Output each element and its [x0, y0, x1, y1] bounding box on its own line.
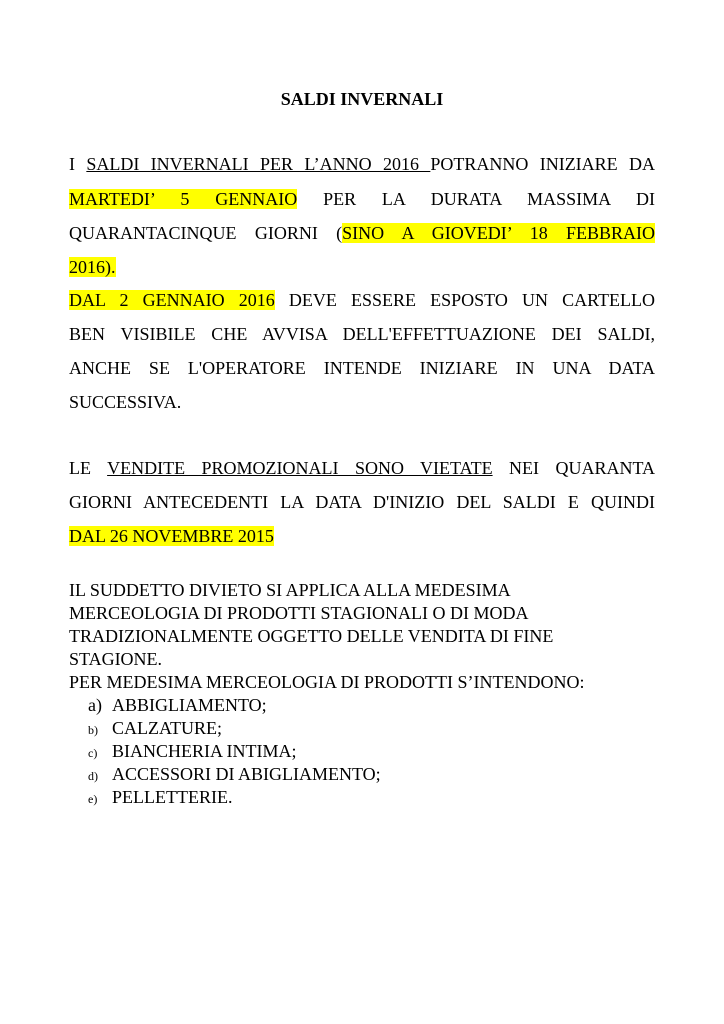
- highlight-start-date: MARTEDI’ 5 GENNAIO: [69, 189, 298, 209]
- p3-line-5: PER MEDESIMA MERCEOLOGIA DI PRODOTTI S’INTENDONO:: [69, 672, 585, 692]
- highlight-end-date: SINO A GIOVEDI’ 18 FEBBRAIO: [342, 223, 656, 243]
- list-item-text: PELLETTERIE.: [112, 787, 233, 807]
- list-marker: b): [88, 723, 98, 737]
- p3-line-3: TRADIZIONALMENTE OGGETTO DELLE VENDITA DI FINE: [69, 626, 554, 646]
- list-item-text: ACCESSORI DI ABIGLIAMENTO;: [112, 764, 381, 784]
- p1-l2b: PER LA DURATA MASSIMA DI: [297, 189, 656, 209]
- list-item-text: ABBIGLIAMENTO;: [112, 695, 267, 715]
- list-item-text: CALZATURE;: [112, 718, 222, 738]
- list-marker: a): [88, 695, 102, 715]
- list-item-text: BIANCHERIA INTIMA;: [112, 741, 297, 761]
- p1-line-7: ANCHE SE L'OPERATORE INTENDE INIZIARE IN UNA DATA: [69, 358, 655, 378]
- underlined-sale-period: SALDI INVERNALI PER L’ANNO 2016: [86, 154, 431, 174]
- p1-line-5: [69, 288, 655, 312]
- p1-l1c: POTRANNO INIZIARE DA: [430, 154, 656, 174]
- highlight-poster-date: DAL 2 GENNAIO 2016: [69, 290, 275, 310]
- list-marker: d): [88, 769, 98, 783]
- list-marker: e): [88, 792, 98, 806]
- highlight-end-year: 2016).: [69, 257, 116, 277]
- highlight-prohibition-date: DAL 26 NOVEMBRE 2015: [69, 526, 274, 546]
- list-marker: c): [88, 746, 98, 760]
- p1-line-6: BEN VISIBILE CHE AVVISA DELL'EFFETTUAZIONE DEI SALDI,: [69, 324, 655, 344]
- document-title: SALDI INVERNALI: [280, 89, 444, 109]
- p1-l1a: I: [69, 154, 87, 174]
- p1-l5b: DEVE ESSERE ESPOSTO UN CARTELLO: [274, 290, 655, 310]
- p1-line-2: [69, 187, 655, 211]
- list-item: [88, 785, 232, 811]
- p1-line-1: [69, 152, 655, 176]
- p1-line-4: [69, 255, 669, 279]
- p3-line-4: STAGIONE.: [69, 649, 163, 669]
- p1-line-8: SUCCESSIVA.: [69, 392, 182, 412]
- p2-line-1: [69, 456, 655, 480]
- p3-line-2: MERCEOLOGIA DI PRODOTTI STAGIONALI O DI MODA: [69, 603, 529, 623]
- p2-line-3: [69, 524, 669, 548]
- p3-line-1: IL SUDDETTO DIVIETO SI APPLICA ALLA MEDESIMA: [69, 580, 511, 600]
- underlined-prohibition: VENDITE PROMOZIONALI SONO VIETATE: [107, 458, 493, 478]
- p2-l1a: LE: [69, 458, 108, 478]
- p1-l3a: QUARANTACINQUE GIORNI (: [69, 223, 343, 243]
- p1-line-3: [69, 221, 655, 245]
- p2-line-2: GIORNI ANTECEDENTI LA DATA D'INIZIO DEL SALDI E QUINDI: [69, 492, 655, 512]
- list-item: [88, 693, 267, 717]
- p2-l1c: NEI QUARANTA: [492, 458, 655, 478]
